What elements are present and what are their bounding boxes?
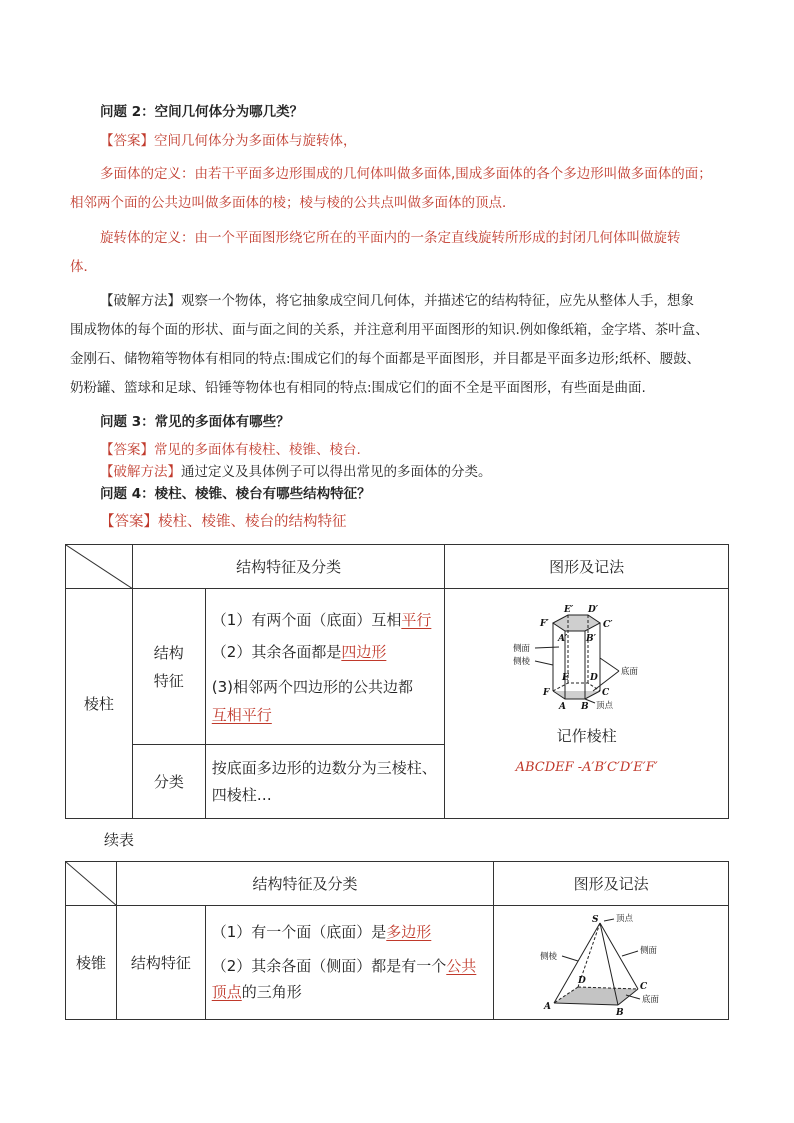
label-side-face: 侧面 bbox=[512, 644, 530, 654]
answer-text: 棱柱、棱锥、棱台的结构特征 bbox=[158, 514, 347, 530]
feature-1 bbox=[206, 921, 493, 943]
header-figure: 图形及记法 bbox=[494, 862, 729, 906]
class-text bbox=[205, 745, 445, 819]
diagonal-header-cell bbox=[66, 545, 133, 589]
diagonal-header-cell bbox=[66, 862, 117, 906]
label-vertex: 顶点 bbox=[616, 913, 634, 924]
class-text-1: 按底面多边形的边数分为三棱柱、 bbox=[211, 758, 437, 777]
label-E: E bbox=[561, 673, 569, 683]
label-C: C bbox=[601, 688, 609, 698]
label-B: B bbox=[616, 1007, 624, 1015]
feature-list bbox=[205, 906, 493, 1020]
label-vertex: 顶点 bbox=[595, 701, 613, 711]
q2-def1-line2: 相邻两个面的公共边叫做多面体的棱；棱与棱的公共点叫做多面体的顶点． bbox=[70, 195, 516, 211]
continued-label: 续表 bbox=[104, 831, 135, 849]
feature-2-post: 的三角形 bbox=[241, 982, 302, 1001]
diagonal-line bbox=[66, 862, 117, 906]
feature-list bbox=[205, 589, 445, 745]
diagonal-line bbox=[66, 545, 133, 589]
label-D: D bbox=[589, 673, 598, 683]
label-side-edge: 侧棱 bbox=[512, 657, 530, 667]
feature-1-text: （1）有一个面（底面）是 bbox=[211, 922, 387, 941]
row-label-prism: 棱柱 bbox=[66, 589, 133, 819]
answer-tag: 【答案】 bbox=[100, 442, 154, 458]
answer-text: 空间几何体分为多面体与旋转体， bbox=[154, 133, 357, 149]
row-label-pyramid: 棱锥 bbox=[66, 906, 117, 1020]
q2-def2-line1: 旋转体的定义：由一个平面图形绕它所在的平面内的一条定直线旋转所形成的封闭几何体叫做旋转 bbox=[100, 230, 681, 246]
q2-method-line1: 【破解方法】观察一个物体，将它抽象成空间几何体，并描述它的结构特征，应先从整体人手，想象 bbox=[100, 293, 694, 309]
label-base: 底面 bbox=[642, 994, 660, 1005]
q2-method-line2: 围成物体的每个面的形状、面与面之间的关系，并注意利用平面图形的知识.例如像纸箱，金字塔、茶叶盒、 bbox=[70, 322, 709, 338]
label-E1: E′ bbox=[563, 605, 573, 615]
feature-label-text: 结构特征 bbox=[153, 643, 184, 690]
feature-1-answer: 平行 bbox=[401, 610, 432, 629]
feature-3-answer: 互相平行 bbox=[211, 705, 272, 724]
header-features: 结构特征及分类 bbox=[132, 545, 444, 589]
feature-2-text: （2）其余各面（侧面）都是有一个 bbox=[211, 956, 447, 975]
label-D1: D′ bbox=[587, 605, 598, 615]
feature-2 bbox=[206, 953, 493, 1005]
header-features: 结构特征及分类 bbox=[116, 862, 493, 906]
pyramid-figure-cell bbox=[494, 906, 729, 1020]
class-label: 分类 bbox=[132, 745, 205, 819]
answer-tag: 【答案】 bbox=[100, 133, 154, 149]
label-side-edge: 侧棱 bbox=[540, 951, 558, 962]
feature-2 bbox=[206, 641, 445, 663]
label-D: D bbox=[578, 975, 586, 986]
pyramid-table bbox=[65, 861, 729, 1020]
label-A1: A′ bbox=[557, 634, 567, 644]
feature-label: 结构特征 bbox=[116, 906, 205, 1020]
q3-method bbox=[100, 462, 492, 482]
method-tag: 【破解方法】 bbox=[100, 464, 181, 480]
answer-text: 常见的多面体有棱柱、棱锥、棱台. bbox=[154, 442, 361, 458]
notation-label: 记作棱柱 bbox=[556, 727, 617, 745]
feature-2-answer-b: 顶点 bbox=[211, 982, 242, 1001]
feature-2-answer-a: 公共 bbox=[446, 956, 477, 975]
method-text: 通过定义及具体例子可以得出常见的多面体的分类。 bbox=[181, 464, 492, 480]
q4-answer bbox=[100, 512, 347, 532]
feature-3-text: (3)相邻两个四边形的公共边都 bbox=[211, 677, 414, 696]
q2-def2-line2: 体． bbox=[70, 259, 97, 275]
feature-label bbox=[132, 589, 205, 745]
feature-1 bbox=[206, 609, 445, 631]
label-A: A bbox=[544, 1001, 552, 1012]
feature-1-answer: 多边形 bbox=[386, 922, 432, 941]
q2-def1-line1: 多面体的定义：由若干平面多边形围成的几何体叫做多面体,围成多面体的各个多边形叫做多面体的面； bbox=[100, 166, 712, 182]
q3-answer bbox=[100, 440, 361, 460]
label-F1: F′ bbox=[539, 619, 549, 629]
header-figure: 图形及记法 bbox=[445, 545, 729, 589]
q2-title: 问题 2：空间几何体分为哪几类？ bbox=[100, 104, 304, 120]
feature-2-answer: 四边形 bbox=[341, 642, 387, 661]
label-C: C bbox=[640, 981, 648, 992]
answer-tag: 【答案】 bbox=[100, 514, 158, 530]
label-side-face: 侧面 bbox=[640, 945, 658, 956]
class-description bbox=[206, 755, 445, 809]
pyramid-diagram bbox=[536, 911, 686, 1015]
q2-answer bbox=[100, 131, 357, 151]
q4-title: 问题 4：棱柱、棱锥、棱台有哪些结构特征？ bbox=[100, 486, 371, 502]
prism-table bbox=[65, 544, 729, 819]
label-B: B bbox=[580, 702, 589, 712]
feature-1-text: （1）有两个面（底面）互相 bbox=[211, 610, 402, 629]
label-B1: B′ bbox=[585, 634, 596, 644]
feature-2-text: （2）其余各面都是 bbox=[211, 642, 342, 661]
label-F: F bbox=[542, 688, 550, 698]
label-base: 底面 bbox=[620, 667, 638, 677]
q2-method-line4: 奶粉罐、篮球和足球、铅锤等物体也有相同的特点:围成它们的面不全是平面图形，有些面是曲面. bbox=[70, 380, 646, 396]
prism-notation: ABCDEF -A′B′C′D′E′F′ bbox=[515, 760, 658, 775]
q2-method-line3: 金刚石、储物箱等物体有相同的特点:围成它们的每个面都是平面图形，并目都是平面多边形;纸杯、腰鼓、 bbox=[70, 351, 701, 367]
label-S: S bbox=[592, 914, 599, 925]
label-A: A bbox=[558, 702, 566, 712]
prism-figure-cell bbox=[445, 589, 729, 819]
class-text-2: 四棱柱… bbox=[211, 785, 272, 804]
feature-3 bbox=[206, 673, 445, 729]
prism-diagram bbox=[507, 603, 667, 719]
label-C1: C′ bbox=[602, 620, 613, 630]
q3-title: 问题 3：常见的多面体有哪些？ bbox=[100, 414, 290, 430]
